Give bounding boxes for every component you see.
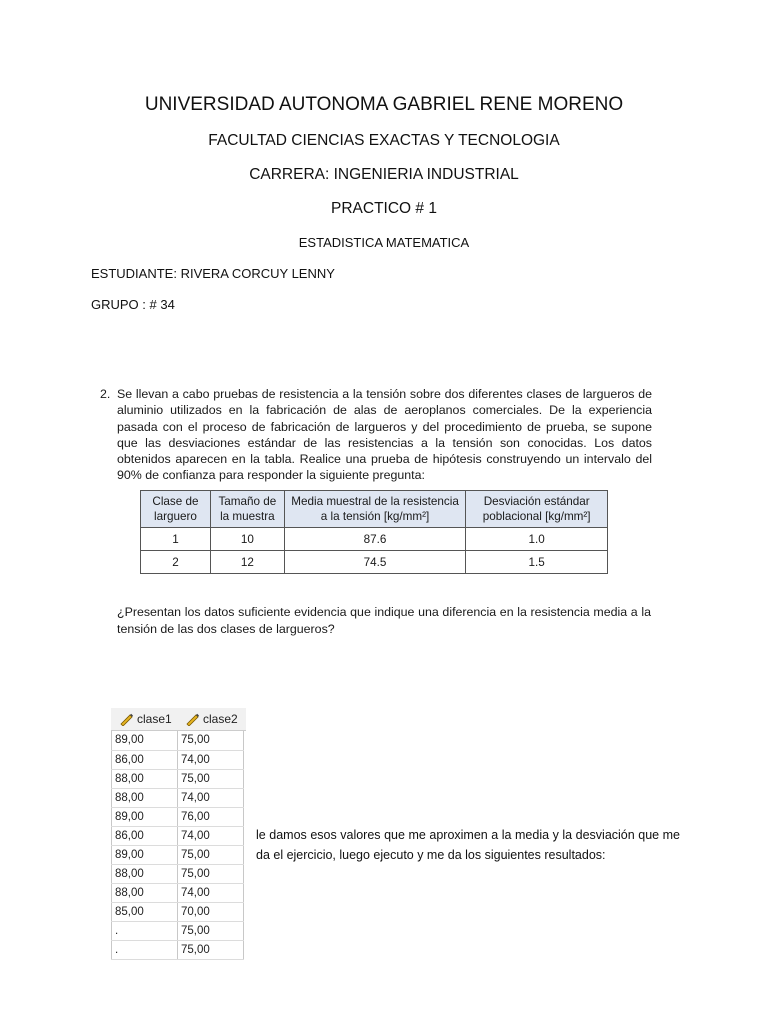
column-label: clase2 [203, 712, 238, 726]
data-cell[interactable]: 75,00 [178, 864, 244, 883]
data-cell[interactable]: 76,00 [178, 807, 244, 826]
table-row [112, 807, 244, 826]
data-cell[interactable]: 89,00 [112, 845, 178, 864]
column-header-clase2[interactable] [177, 708, 243, 730]
data-cell[interactable]: 89,00 [112, 807, 178, 826]
data-cell[interactable]: 74,00 [178, 750, 244, 769]
data-table [140, 490, 608, 574]
problem-statement [100, 386, 652, 484]
data-cell[interactable]: . [112, 921, 178, 940]
table-row [112, 845, 244, 864]
faculty-title: FACULTAD CIENCIAS EXACTAS Y TECNOLOGIA [208, 132, 560, 149]
problem-text: Se llevan a cabo pruebas de resistencia a la tensión sobre dos diferentes clases de largueros de aluminio utilizados en la fabricación de alas de aeroplanos comerciales. De la experiencia pasada con el proceso de fabricación de largueros y del procedimiento de prueba, se supone que las desviaciones estándar de las resistencias a la tensión son conocidas. Los datos obtenidos aparecen en la tabla. Realice una prueba de hipótesis construyendo un intervalo del 90% de confianza para responder la siguiente pregunta: [117, 387, 652, 483]
table-row [141, 528, 608, 551]
table-cell: 2 [141, 551, 211, 574]
table-cell: 1.0 [466, 528, 608, 551]
table-row [112, 750, 244, 769]
ruler-pencil-icon [119, 712, 133, 726]
data-cell[interactable]: 75,00 [178, 921, 244, 940]
data-cell[interactable]: 75,00 [178, 769, 244, 788]
table-cell: 12 [210, 551, 284, 574]
table-row [112, 788, 244, 807]
table-row [112, 864, 244, 883]
table-row [112, 940, 244, 959]
ruler-pencil-icon [185, 712, 199, 726]
practice-title: PRACTICO # 1 [331, 200, 437, 217]
explanation-text: le damos esos valores que me aproximen a la media y la desviación que me da el ejercicio, luego ejecuto y me da los siguientes resultados: [256, 828, 680, 862]
data-cell[interactable]: 88,00 [112, 864, 178, 883]
table-row [141, 551, 608, 574]
data-cell[interactable]: 86,00 [112, 826, 178, 845]
group-number: GRUPO : # 34 [91, 297, 175, 312]
problem-question: ¿Presentan los datos suficiente evidencia que indique una diferencia en la resistencia media a la tensión de las dos clases de largueros? [117, 605, 651, 636]
student-name: ESTUDIANTE: RIVERA CORCUY LENNY [91, 266, 335, 281]
header-std-dev: Desviación estándar poblacional [kg/mm²] [466, 491, 608, 528]
data-cell[interactable]: 74,00 [178, 883, 244, 902]
table-row [112, 921, 244, 940]
data-cell[interactable]: 86,00 [112, 750, 178, 769]
table-row [112, 883, 244, 902]
data-cell[interactable]: 74,00 [178, 826, 244, 845]
header-sample-size: Tamaño de la muestra [210, 491, 284, 528]
table-row [112, 902, 244, 921]
data-cell[interactable]: 89,00 [112, 731, 178, 750]
column-header-clase1[interactable] [111, 708, 177, 730]
header-sample-mean: Media muestral de la resistencia a la tensión [kg/mm²] [284, 491, 466, 528]
data-cell[interactable]: 85,00 [112, 902, 178, 921]
table-cell: 1 [141, 528, 211, 551]
table-row [112, 769, 244, 788]
data-cell[interactable]: 74,00 [178, 788, 244, 807]
spss-grid [111, 731, 244, 960]
spss-data-view [111, 708, 246, 960]
data-cell[interactable]: 70,00 [178, 902, 244, 921]
data-cell[interactable]: 75,00 [178, 940, 244, 959]
data-cell[interactable]: 88,00 [112, 883, 178, 902]
data-cell[interactable]: 88,00 [112, 769, 178, 788]
header-class: Clase de larguero [141, 491, 211, 528]
data-cell[interactable]: 75,00 [178, 845, 244, 864]
career-title: CARRERA: INGENIERIA INDUSTRIAL [249, 166, 519, 183]
table-cell: 87.6 [284, 528, 466, 551]
university-title: UNIVERSIDAD AUTONOMA GABRIEL RENE MORENO [144, 94, 624, 115]
data-cell[interactable]: . [112, 940, 178, 959]
column-label: clase1 [137, 712, 172, 726]
table-row [112, 731, 244, 750]
table-cell: 1.5 [466, 551, 608, 574]
data-cell[interactable]: 75,00 [178, 731, 244, 750]
subject-title: ESTADISTICA MATEMATICA [298, 235, 470, 250]
table-cell: 74.5 [284, 551, 466, 574]
spss-header [111, 708, 246, 731]
data-cell[interactable]: 88,00 [112, 788, 178, 807]
problem-number: 2. [100, 387, 111, 401]
table-cell: 10 [210, 528, 284, 551]
table-row [112, 826, 244, 845]
